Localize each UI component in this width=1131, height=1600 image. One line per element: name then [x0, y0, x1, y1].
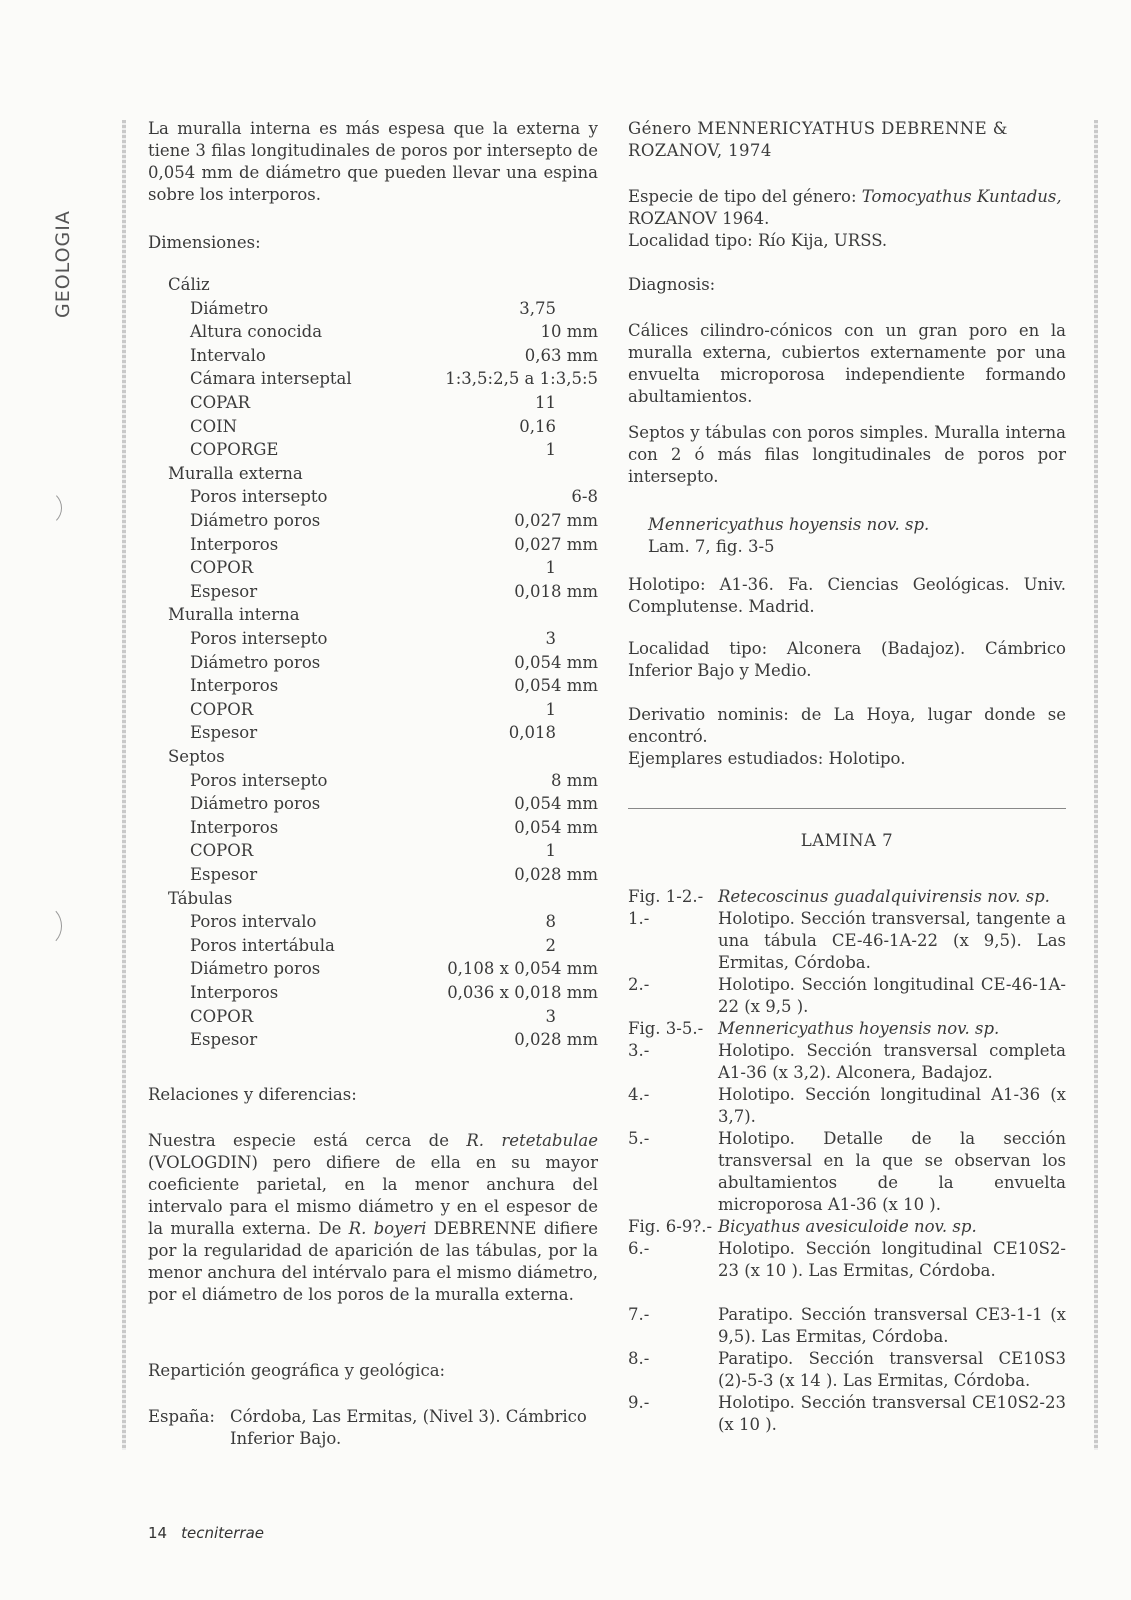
figure-description: Holotipo. Sección longitudinal CE-46-1A-22 (x 9,5 ). — [718, 975, 1066, 1016]
dimensions-table — [148, 274, 598, 1074]
dimension-group-label: Muralla externa — [168, 463, 303, 483]
figure-description: Holotipo. Detalle de la sección transversal en la que se observan los abultamientos de la envuelta microporosa A1-36 (x 10 ). — [718, 1129, 1066, 1214]
dimensiones-heading: Dimensiones: — [148, 233, 261, 252]
dimension-label: Poros intertábula — [190, 935, 335, 955]
dimension-value: 0,16 — [519, 416, 556, 436]
scan-edge-left — [122, 120, 126, 1450]
espana-text: Córdoba, Las Ermitas, (Nivel 3). Cámbrico Inferior Bajo. — [230, 1407, 587, 1448]
dimension-value: 1 — [545, 699, 556, 719]
derivatio-paragraph: Derivatio nominis: de La Hoya, lugar donde se encontró. — [628, 705, 1066, 746]
dimension-label: Interporos — [190, 676, 279, 696]
figure-number: 4.- — [628, 1085, 650, 1104]
dimension-value: 11 — [535, 393, 556, 412]
dimension-value: 8 mm — [550, 770, 598, 790]
dimension-value: 3,75 — [519, 298, 556, 318]
dimension-group-label: Tábulas — [168, 888, 233, 908]
dimension-value: 6-8 — [571, 487, 598, 507]
diagnosis-heading: Diagnosis: — [628, 275, 716, 294]
journal-name: tecniterrae — [181, 1524, 264, 1542]
dimension-value: 0,028 mm — [514, 1030, 598, 1050]
dimension-label: Interporos — [190, 534, 279, 554]
relaciones-paragraph: Nuestra especie está cerca de R. retetabulae (VOLOGDIN) pero difiere de ella en su mayor coeficiente parietal, en la menor anchura del intervalo para el mismo diámetro y en el espesor de la muralla externa. De R. boyeri DEBRENNE difiere por la regularidad de aparición de las tábulas, por la menor anchura del intérvalo para el mismo diámetro, por el diámetro de los poros de la muralla externa. — [148, 1131, 599, 1304]
dimension-value: 0,027 mm — [514, 534, 598, 554]
dimension-label: COPOR — [190, 699, 254, 719]
dimension-label: Diámetro poros — [190, 511, 321, 530]
espana-label: España: — [148, 1407, 215, 1426]
genero-heading: Género MENNERICYATHUS DEBRENNE & ROZANOV, 1974 — [628, 119, 1008, 160]
dimension-label: Poros intersepto — [190, 487, 328, 507]
dimension-value: 1 — [545, 440, 556, 460]
side-section-label: GEOLOGIA — [52, 210, 74, 318]
figure-description: Holotipo. Sección transversal CE10S2-23 (x 10 ). — [718, 1393, 1066, 1434]
localidad-genero: Localidad tipo: Río Kija, URSS. — [628, 231, 888, 250]
dimension-label: Interporos — [190, 817, 279, 837]
figure-description: Holotipo. Sección longitudinal A1-36 (x 3,7). — [718, 1085, 1066, 1126]
dimension-label: Espesor — [190, 1030, 258, 1050]
dimension-value: 0,054 mm — [514, 794, 598, 814]
dimension-label: COPOR — [190, 558, 254, 578]
dimension-value: 1 — [545, 558, 556, 578]
dimension-value: 0,018 — [508, 723, 556, 743]
dimension-value: 10 mm — [540, 322, 598, 342]
dimension-label: COPAR — [190, 393, 251, 412]
dimension-value: 3 — [545, 629, 556, 648]
dimension-value: 0,018 mm — [514, 581, 598, 601]
figure-description: Mennericyathus hoyensis nov. sp. — [718, 1019, 1000, 1038]
figure-description: Paratipo. Sección transversal CE10S3 (2)-5-3 (x 14 ). Las Ermitas, Córdoba. — [718, 1349, 1066, 1390]
figure-description: Paratipo. Sección transversal CE3-1-1 (x 9,5). Las Ermitas, Córdoba. — [718, 1305, 1066, 1346]
dimension-label: COPOR — [190, 1006, 254, 1026]
binder-hole-mark — [26, 490, 62, 526]
figure-number: Fig. 6-9?.- — [628, 1217, 713, 1236]
species-name: Mennericyathus hoyensis nov. sp. — [648, 515, 930, 534]
intro-paragraph: La muralla interna es más espesa que la externa y tiene 3 filas longitudinales de poros por intersepto de 0,054 mm de diámetro que pueden llevar una espina sobre los interporos. — [148, 119, 598, 204]
dimension-label: Diámetro poros — [190, 794, 321, 814]
figure-description: Bicyathus avesiculoide nov. sp. — [718, 1217, 977, 1236]
dimension-label: Altura conocida — [190, 322, 323, 342]
ejemplares-paragraph: Ejemplares estudiados: Holotipo. — [628, 749, 906, 768]
diagnosis-paragraph-1: Cálices cilindro-cónicos con un gran poro en la muralla externa, cubiertos externamente por una envuelta microporosa independiente formando abultamientos. — [628, 321, 1066, 406]
dimension-group-label: Muralla interna — [168, 605, 300, 625]
dimension-value: 0,63 mm — [524, 345, 598, 365]
figure-number: 7.- — [628, 1305, 650, 1324]
dimension-label: Poros intersepto — [190, 770, 328, 790]
dimension-value: 0,054 mm — [514, 817, 598, 837]
dimension-label: Espesor — [190, 581, 258, 601]
dimension-value: 3 — [545, 1006, 556, 1026]
dimension-value: 1 — [545, 841, 556, 861]
figure-description: Holotipo. Sección transversal, tangente a una tábula CE-46-1A-22 (x 9,5). Las Ermitas, Córdoba. — [718, 909, 1066, 972]
dimension-group-label: Cáliz — [168, 275, 210, 294]
dimension-label: COPORGE — [190, 440, 279, 460]
dimension-value: 8 — [545, 912, 556, 932]
figure-number: 6.- — [628, 1239, 650, 1258]
dimension-group-label: Septos — [168, 747, 225, 766]
dimension-label: Poros intersepto — [190, 629, 328, 648]
page-number: 14 — [148, 1524, 168, 1542]
dimension-value: 0,028 mm — [514, 865, 598, 884]
dimension-value: 2 — [545, 935, 556, 955]
binder-hole-mark — [24, 905, 62, 947]
dimension-label: COPOR — [190, 841, 254, 861]
section-divider — [628, 808, 1066, 809]
diagnosis-paragraph-2: Septos y tábulas con poros simples. Muralla interna con 2 ó más filas longitudinales de poros por intersepto. — [628, 423, 1066, 486]
relaciones-heading: Relaciones y diferencias: — [148, 1085, 357, 1104]
lamina-title: LAMINA 7 — [800, 831, 894, 850]
dimension-value: 0,054 mm — [514, 676, 598, 696]
dimension-label: Poros intervalo — [190, 912, 317, 932]
figure-number: 9.- — [628, 1393, 650, 1412]
dimension-label: Cámara interseptal — [190, 369, 352, 389]
dimension-label: Espesor — [190, 865, 258, 884]
species-lamina-ref: Lam. 7, fig. 3-5 — [648, 537, 775, 556]
dimension-value: 1:3,5:2,5 a 1:3,5:5 — [445, 369, 598, 389]
dimension-label: Interporos — [190, 983, 279, 1002]
dimension-value: 0,108 x 0,054 mm — [447, 959, 598, 979]
figure-number: 8.- — [628, 1349, 650, 1368]
dimension-label: Espesor — [190, 723, 258, 743]
dimension-value: 0,054 mm — [514, 652, 598, 672]
figure-description: Holotipo. Sección longitudinal CE10S2-23 (x 10 ). Las Ermitas, Córdoba. — [718, 1239, 1066, 1280]
figure-number: 1.- — [628, 909, 650, 928]
figure-description: Retecoscinus guadalquivirensis nov. sp. — [718, 887, 1050, 906]
dimension-label: COIN — [190, 416, 238, 436]
figure-number: Fig. 1-2.- — [628, 887, 704, 906]
figure-number: Fig. 3-5.- — [628, 1019, 704, 1038]
figure-number: 2.- — [628, 975, 650, 994]
scan-edge-right — [1094, 120, 1098, 1450]
figure-description: Holotipo. Sección transversal completa A1-36 (x 3,2). Alconera, Badajoz. — [718, 1041, 1066, 1082]
figure-captions — [628, 886, 1066, 1456]
dimension-label: Diámetro — [190, 298, 269, 318]
reparticion-heading: Repartición geográfica y geológica: — [148, 1361, 446, 1380]
figure-number: 3.- — [628, 1041, 650, 1060]
dimension-value: 0,036 x 0,018 mm — [447, 983, 598, 1002]
dimension-label: Diámetro poros — [190, 652, 321, 672]
page-footer — [148, 1522, 264, 1544]
especie-tipo: Especie de tipo del género: Tomocyathus Kuntadus, ROZANOV 1964. — [628, 187, 1062, 228]
localidad-paragraph: Localidad tipo: Alconera (Badajoz). Cámbrico Inferior Bajo y Medio. — [628, 639, 1066, 680]
dimension-label: Intervalo — [190, 345, 266, 365]
dimension-value: 0,027 mm — [514, 511, 598, 530]
holotipo-paragraph: Holotipo: A1-36. Fa. Ciencias Geológicas. Univ. Complutense. Madrid. — [628, 575, 1066, 616]
dimension-label: Diámetro poros — [190, 959, 321, 979]
figure-number: 5.- — [628, 1129, 650, 1148]
